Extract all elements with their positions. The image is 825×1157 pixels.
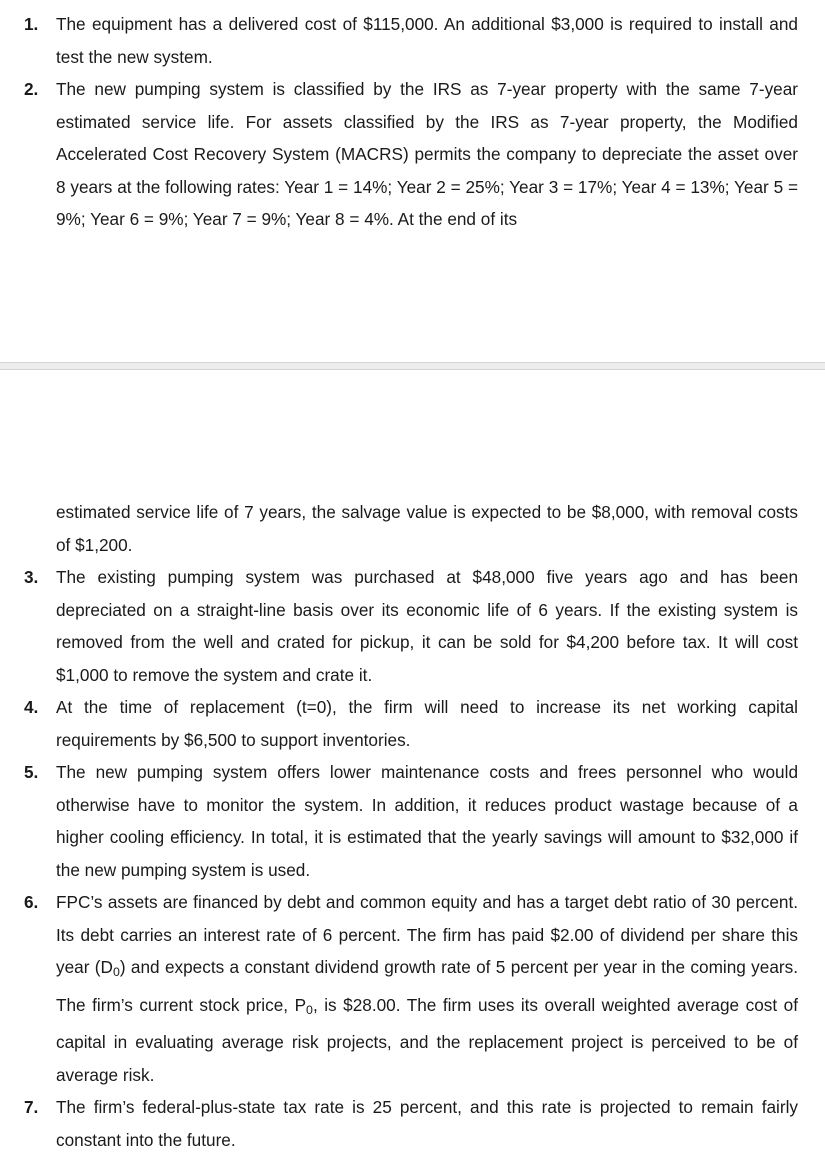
item-number: 7. [24, 1097, 39, 1118]
item-text [56, 892, 798, 1085]
numbered-list-top [0, 8, 825, 236]
list-item-2-continuation [0, 496, 825, 561]
list-item-6 [0, 886, 825, 1091]
item-text: The firm’s federal-plus-state tax rate is 25 percent, and this rate is projected to remain fairly constant into the future. [56, 1097, 798, 1150]
numbered-list-bottom [0, 496, 825, 1156]
item-number: 4. [24, 697, 39, 717]
item-number: 1. [24, 14, 39, 34]
item-text-part-2: ) and expects a constant dividend growth rate of 5 percent per year in the coming years. The firm’s current stock price, P [56, 957, 798, 1015]
list-item-2 [0, 73, 825, 236]
page-top [0, 0, 825, 362]
item-text-part-1: FPC’s assets are financed by debt and common equity and has a target debt ratio of 30 percent. Its debt carries an interest rate of 6 percent. The firm has paid $2.00 of dividend per share this year (D [56, 892, 798, 977]
subscript-d0: 0 [112, 965, 120, 980]
item-text: At the time of replacement (t=0), the firm will need to increase its net working capital requirements by $6,500 to support inventories. [56, 697, 798, 750]
item-text: estimated service life of 7 years, the salvage value is expected to be $8,000, with removal costs of $1,200. [56, 502, 798, 555]
list-item-1 [0, 8, 825, 73]
page-bottom [0, 370, 825, 1157]
item-text-part-3: , is $28.00. The firm uses its overall weighted average cost of capital in evaluating average risk projects, and the replacement project is perceived to be of average risk. [56, 994, 798, 1085]
item-number: 3. [24, 567, 39, 587]
item-text: The new pumping system offers lower maintenance costs and frees personnel who would otherwise have to monitor the system. In addition, it reduces product wastage because of a higher cooling efficiency. In total, it is estimated that the yearly savings will amount to $32,000 if the new pumping system is used. [56, 762, 798, 880]
list-item-4 [0, 691, 825, 756]
list-item-3 [0, 561, 825, 691]
page-divider [0, 362, 825, 370]
subscript-p0: 0 [306, 1002, 313, 1017]
item-text: The equipment has a delivered cost of $115,000. An additional $3,000 is required to install and test the new system. [56, 14, 798, 67]
list-item-5 [0, 756, 825, 886]
item-number: 5. [24, 762, 39, 782]
item-text: The new pumping system is classified by the IRS as 7-year property with the same 7-year estimated service life. For assets classified by the IRS as 7-year property, the Modified Accelerated Cost Recovery System (MACRS) permits the company to depreciate the asset over 8 years at the following rates: Year 1 = 14%; Year 2 = 25%; Year 3 = 17%; Year 4 = 13%; Year 5 = 9%; Year 6 = 9%; Year 7 = 9%; Year 8 = 4%. At the end of its [56, 79, 798, 229]
list-item-7 [0, 1091, 825, 1156]
item-number: 2. [24, 79, 39, 99]
item-number: 6. [24, 892, 39, 912]
item-text: The existing pumping system was purchased at $48,000 five years ago and has been depreciated on a straight-line basis over its economic life of 6 years. If the existing system is removed from the well and crated for pickup, it can be sold for $4,200 before tax. It will cost $1,000 to remove the system and crate it. [56, 567, 798, 685]
